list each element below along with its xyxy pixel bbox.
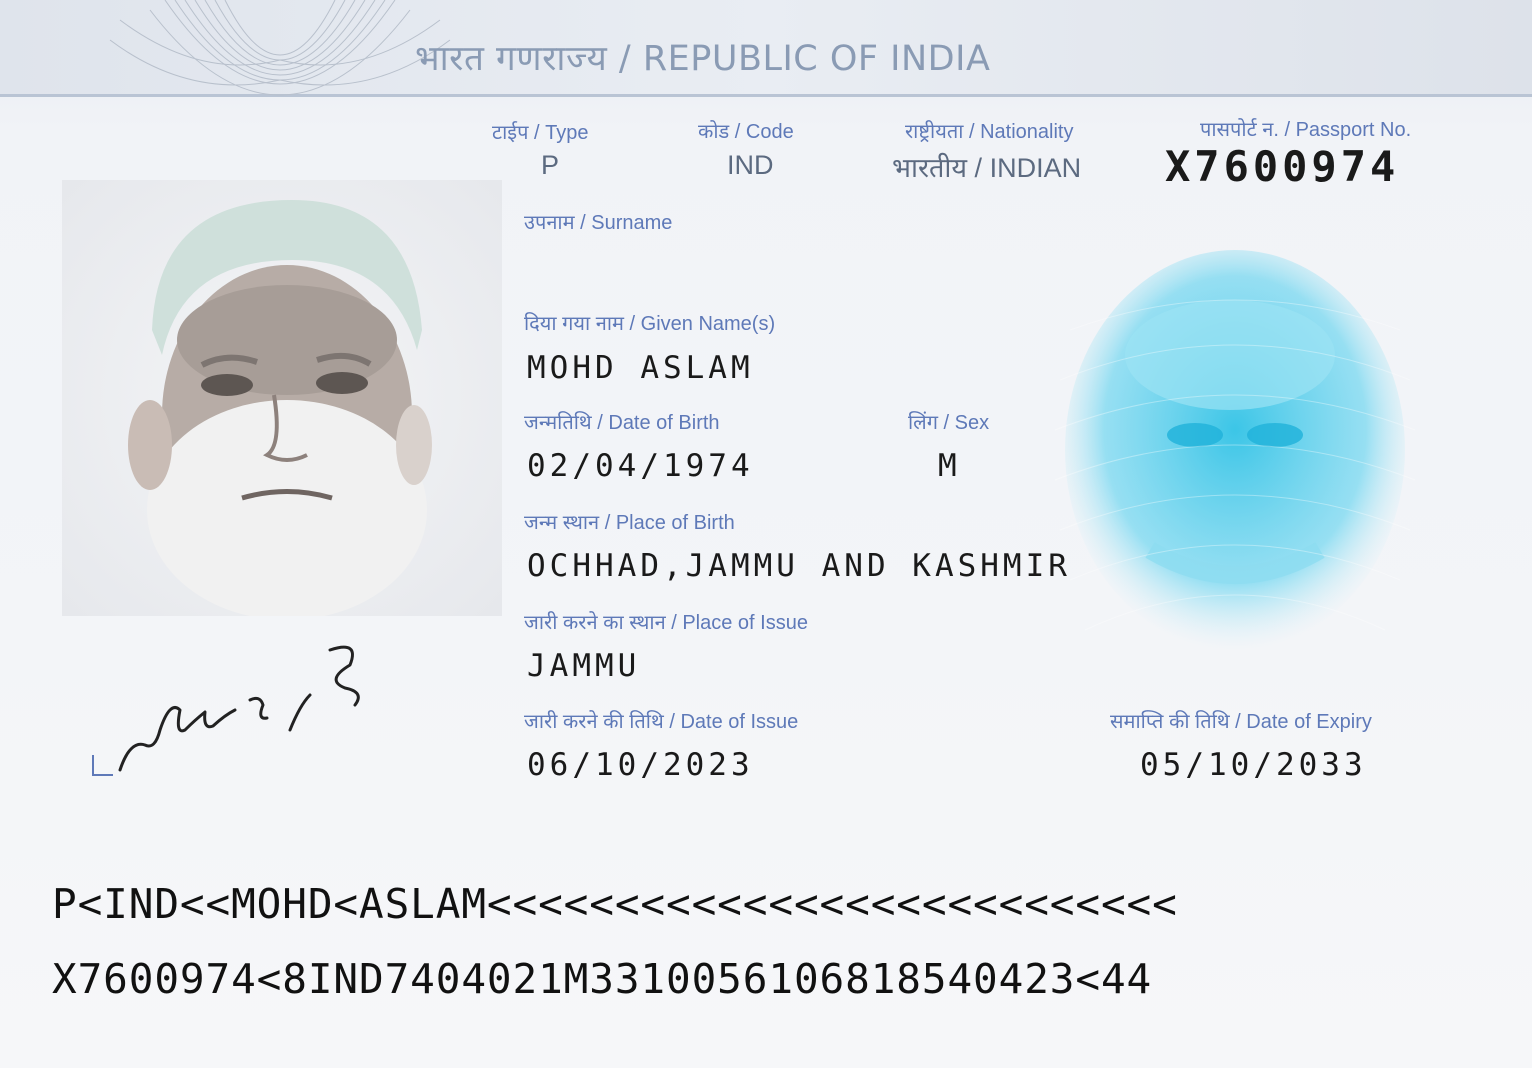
holder-signature [85, 640, 385, 790]
dob-value: 02/04/1974 [527, 448, 754, 484]
place-of-birth-value: OCHHAD,JAMMU AND KASHMIR [527, 548, 1071, 584]
nationality-label: राष्ट्रीयता / Nationality [905, 121, 1074, 143]
code-value: IND [727, 150, 774, 180]
given-names-value: MOHD ASLAM [527, 350, 754, 386]
guilloche-emblem [90, 0, 470, 170]
date-of-expiry-value: 05/10/2033 [1140, 747, 1367, 783]
date-of-expiry-label: समाप्ति की तिथि / Date of Expiry [1110, 711, 1372, 733]
ghost-image [990, 250, 1430, 690]
surname-label: उपनाम / Surname [524, 212, 673, 234]
mrz-line-1: P<IND<<MOHD<ASLAM<<<<<<<<<<<<<<<<<<<<<<<<<<< [52, 880, 1178, 928]
nationality-value: भारतीय / INDIAN [892, 153, 1082, 183]
type-label: टाईप / Type [492, 122, 589, 144]
given-names-label: दिया गया नाम / Given Name(s) [524, 313, 776, 335]
date-of-issue-label: जारी करने की तिथि / Date of Issue [524, 711, 799, 733]
place-of-issue-label: जारी करने का स्थान / Place of Issue [524, 612, 808, 634]
dob-label: जन्मतिथि / Date of Birth [524, 412, 720, 434]
holder-photo [62, 180, 502, 616]
sex-value: M [938, 448, 961, 484]
place-of-issue-value: JAMMU [527, 648, 641, 684]
mrz-line-2: X7600974<8IND7404021M3310056106818540423<44 [52, 955, 1153, 1003]
place-of-birth-label: जन्म स्थान / Place of Birth [524, 512, 735, 534]
passport-no-value: X7600974 [1165, 142, 1400, 191]
sex-label: लिंग / Sex [908, 412, 990, 434]
code-label: कोड / Code [698, 121, 794, 143]
date-of-issue-value: 06/10/2023 [527, 747, 754, 783]
type-value: P [541, 150, 560, 180]
country-title: भारत गणराज्य / REPUBLIC OF INDIA [415, 39, 991, 79]
passport-no-label: पासपोर्ट न. / Passport No. [1200, 119, 1412, 141]
